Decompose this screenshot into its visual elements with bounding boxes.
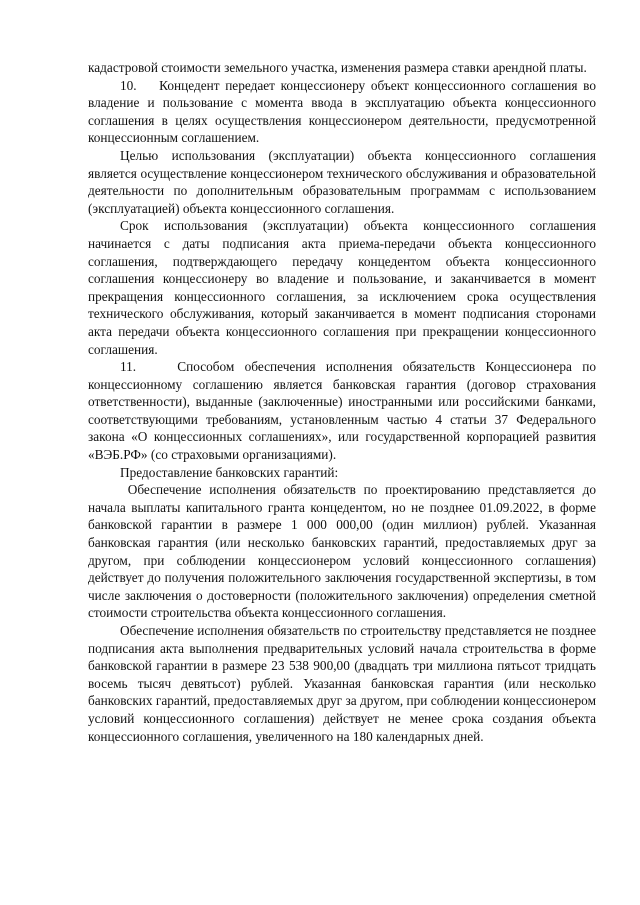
paragraph-guarantees-heading: Предоставление банковских гарантий: — [120, 464, 339, 480]
paragraph-construction-guarantee: Обеспечение исполнения обязательств по строительству представляется не позднее подписания акта выполнения предварительных условий начала строительства в форме банковской гарантии в размере 23 538 900,00 (двадцать три миллиона пятьсот тридцать восемь тысяч девятьсот) рублей. Указанная банковская гарантия (или несколько банковских гарантий, предоставляемых друг за другом, при соблюдении концессионером условий концессионного соглашения) действует не менее срока создания объекта концессионного соглашения, увеличенного на 180 календарных дней. — [88, 623, 596, 744]
paragraph-usage-purpose: Целью использования (эксплуатации) объекта концессионного соглашения является осуществление концессионером технического обслуживания и образовательной деятельности по дополнительным образовательным программам с использованием (эксплуатацией) объекта концессионного соглашения. — [88, 147, 596, 216]
paragraph-clause-10: 10. Концедент передает концессионеру объект концессионного соглашения во владение и пользование с момента ввода в эксплуатацию объекта концессионного соглашения в целях осуществления концессионером деятельности, предусмотренной концессионным соглашением. — [88, 77, 596, 146]
paragraph-land-value: кадастровой стоимости земельного участка, изменения размера ставки арендной платы. — [88, 60, 587, 75]
paragraph-design-guarantee: Обеспечение исполнения обязательств по проектированию представляется до начала выплаты капитального гранта концедентом, но не позднее 01.09.2022, в форме банковской гарантии в размере 1 000 000,00 (один миллион) рублей. Указанная банковская гарантия (или несколько банковских гарантий, предоставляемых друг за другом, при соблюдении концессионером условий концессионного соглашения) действует до получения положительного заключения государственной экспертизы, в том числе заключения о достоверности (положительного заключения) определения сметной стоимости строительства объекта концессионного соглашения. — [88, 482, 596, 621]
document-page — [88, 59, 596, 745]
paragraph-usage-term: Срок использования (эксплуатации) объекта концессионного соглашения начинается с даты подписания акта приема-передачи объекта концессионного соглашения, подтверждающего передачу концедентом объекта концессионного соглашения концессионеру во владение и пользование, и заканчивается в момент прекращения концессионного соглашения, за исключением срока осуществления технического обслуживания, который заканчивается в момент подписания сторонами акта передачи объекта концессионного соглашения при прекращении концессионного соглашения. — [88, 218, 596, 357]
paragraph-clause-11: 11. Способом обеспечения исполнения обязательств Концессионера по концессионному соглашению является банковская гарантия (договор страхования ответственности), выданные (заключенные) иностранными или российскими банками, соответствующими требованиям, установленным частью 4 статьи 37 Федерального закона «О концессионных соглашениях», или государственной корпорацией развития «ВЭБ.РФ» (со страховыми организациями). — [88, 359, 596, 463]
